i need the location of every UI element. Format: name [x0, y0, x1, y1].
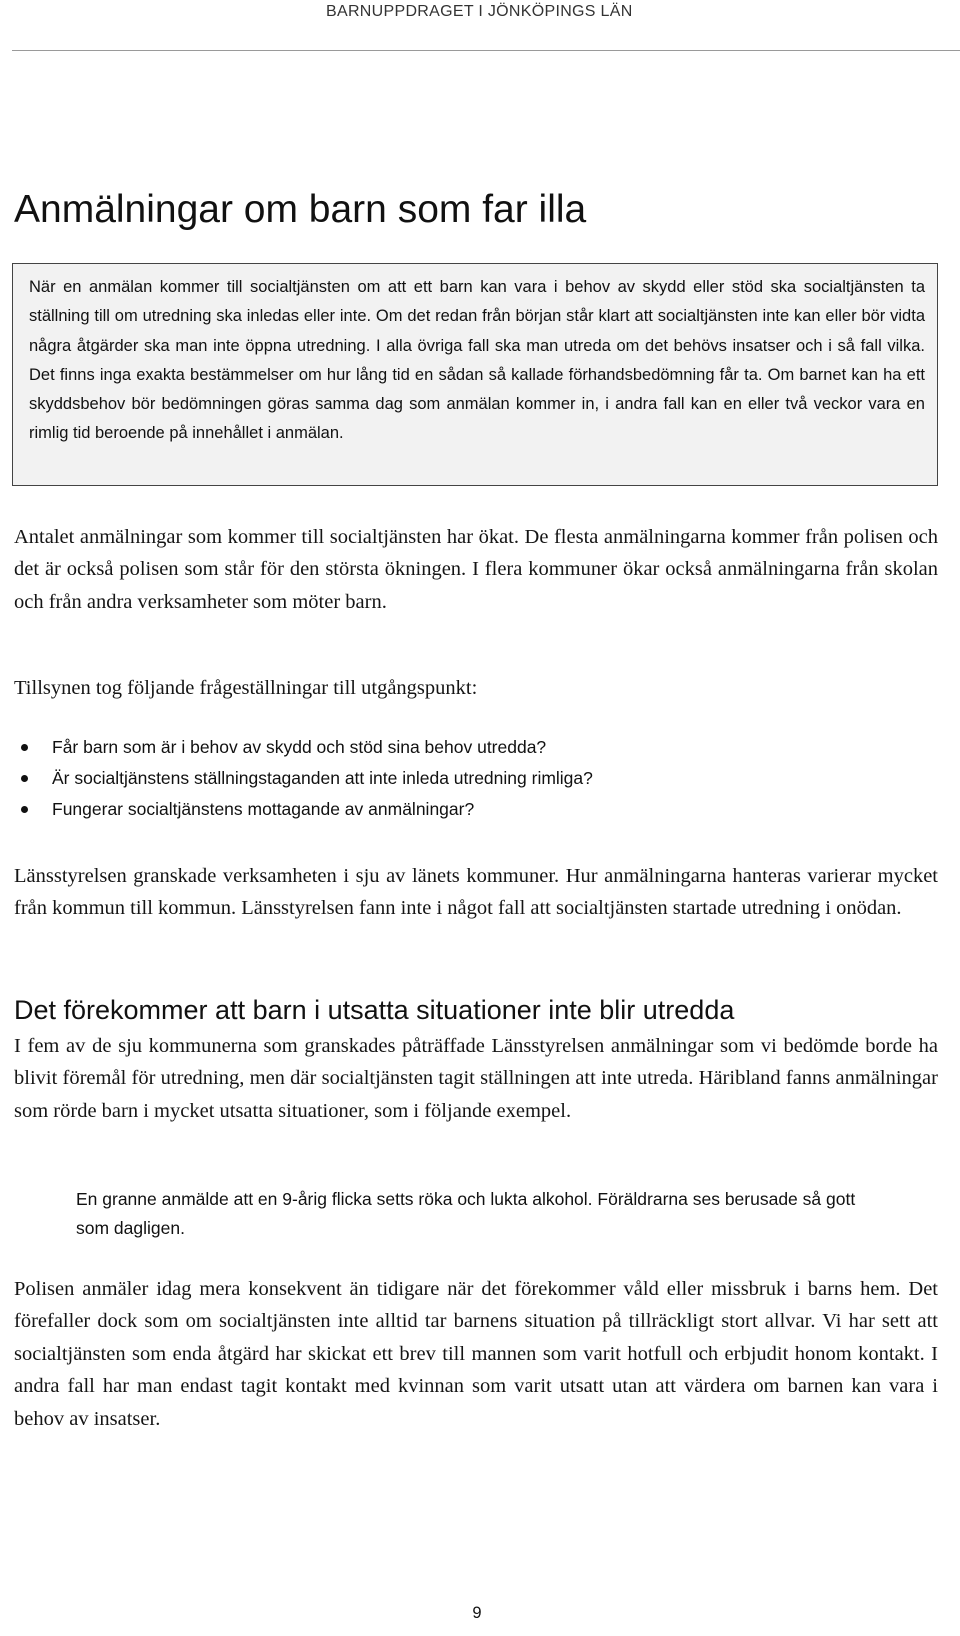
list-item — [14, 732, 934, 763]
paragraph-review: Länsstyrelsen granskade verksamheten i sju av länets kommuner. Hur anmälningarna hanteras varierar mycket från kommun till kommun. Länsstyrelsen fann inte i något fall att socialtjänsten startade utredning i onödan. — [14, 865, 938, 920]
bullet-icon — [21, 806, 28, 813]
paragraph-police: Polisen anmäler idag mera konsekvent än tidigare när det förekommer våld eller missbruk i barns hem. Det förefaller dock som om socialtjänsten inte alltid tar barnens situation på tillräckligt stort allvar. Vi har sett att socialtjänsten som enda åtgärd har skickat ett brev till mannen som varit hotfull och erbjudit honom kontakt. I andra fall har man endast tagit kontakt med kvinnan som varit utsatt utan att värdera om barnen kan vara i behov av insatser. — [14, 1278, 938, 1430]
list-item-text: Fungerar socialtjänstens mottagande av anmälningar? — [52, 799, 475, 819]
paragraph-intro: Antalet anmälningar som kommer till socialtjänsten har ökat. De flesta anmälningarna kommer från polisen och det är också polisen som står för den största ökningen. I flera kommuner ökar också anmälningarna från skolan och från andra verksamheter som möter barn. — [14, 526, 938, 613]
paragraph-questions-lead: Tillsynen tog följande frågeställningar till utgångspunkt: — [14, 677, 478, 699]
question-list — [14, 732, 934, 825]
bullet-icon — [21, 744, 28, 751]
summary-box: När en anmälan kommer till socialtjänsten om att ett barn kan vara i behov av skydd eller stöd ska socialtjänsten ta ställning till om utredning ska inledas eller inte. Om det redan från början står klart att socialtjänsten inte kan eller bör vidta några åtgärder ska man inte öppna utredning. I alla övriga fall ska man utreda om det behövs insatser och i så fall vilka. Det finns inga exakta bestämmelser om hur lång tid en sådan så kallade förhandsbedömning får ta. Om barnet kan ha ett skyddsbehov bör bedömningen göras samma dag som anmälan kommer in, i andra fall kan en eller två veckor vara en rimlig tid beroende på innehållet i anmälan. — [12, 263, 938, 486]
bullet-icon — [21, 775, 28, 782]
section-heading: Det förekommer att barn i utsatta situationer inte blir utredda — [14, 995, 735, 1025]
page-title: Anmälningar om barn som far illa — [14, 188, 587, 231]
paragraph-findings: I fem av de sju kommunerna som granskades påträffade Länsstyrelsen anmälningar som vi bedömde borde ha blivit föremål för utredning, men där socialtjänsten tagit ställningen att inte utreda. Häribland fanns anmälningar som rörde barn i mycket utsatta situationer, som i följande exempel. — [14, 1035, 938, 1122]
header-divider — [12, 50, 960, 51]
list-item — [14, 794, 934, 825]
list-item — [14, 763, 934, 794]
running-header: BARNUPPDRAGET I JÖNKÖPINGS LÄN — [326, 3, 633, 20]
list-item-text: Är socialtjänstens ställningstaganden att inte inleda utredning rimliga? — [52, 768, 593, 788]
page-number: 9 — [472, 1604, 482, 1622]
list-item-text: Får barn som är i behov av skydd och stöd sina behov utredda? — [52, 737, 547, 757]
example-quote: En granne anmälde att en 9-årig flicka setts röka och lukta alkohol. Föräldrarna ses berusade så gott som dagligen. — [76, 1189, 856, 1238]
